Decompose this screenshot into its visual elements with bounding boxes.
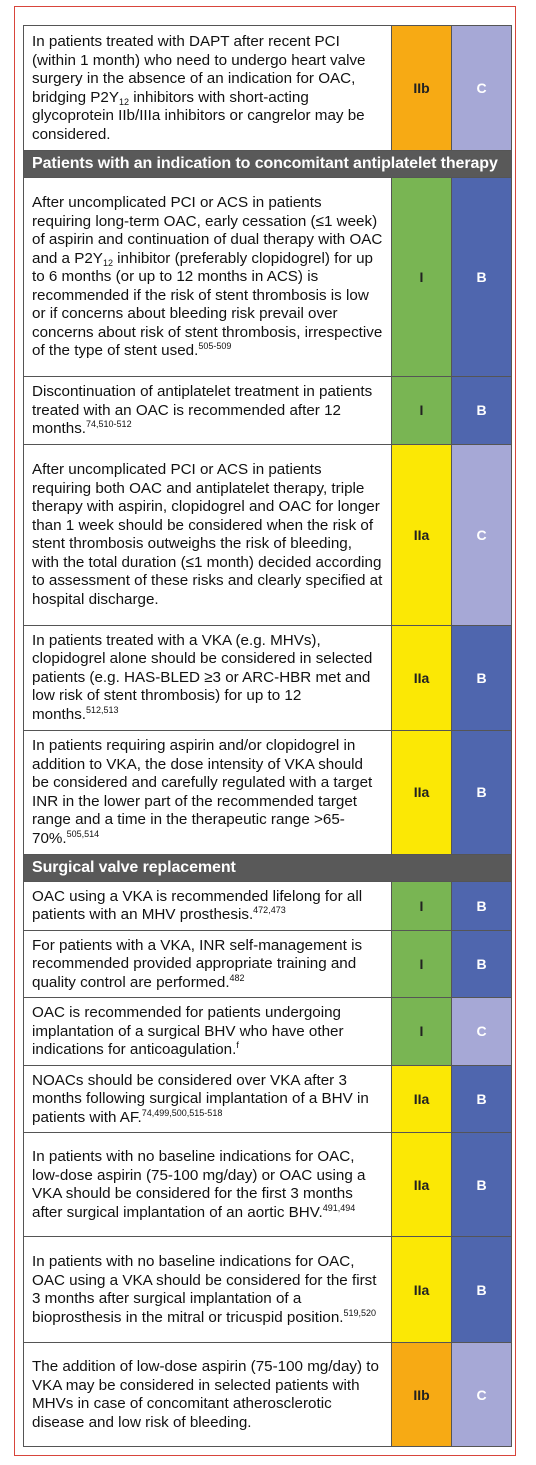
recommendation-text	[24, 1343, 392, 1447]
reference-superscript: 472,473	[253, 904, 286, 915]
level-cell: B	[452, 377, 512, 445]
recommendation-text	[24, 377, 392, 445]
level-cell: C	[452, 1343, 512, 1447]
text-segment: In patients treated with DAPT after recent PCI (within 1 month) who need to undergo heart valve surgery in the absence of an indication for OAC, bridging P2Y	[32, 33, 366, 106]
recommendation-row	[24, 998, 512, 1066]
level-cell: C	[452, 26, 512, 151]
subscript: 12	[118, 96, 129, 107]
class-cell: IIb	[392, 1343, 452, 1447]
level-cell: B	[452, 930, 512, 998]
recommendations-body	[24, 26, 512, 1447]
recommendation-row	[24, 1133, 512, 1237]
recommendation-text	[24, 930, 392, 998]
class-cell: IIa	[392, 1237, 452, 1343]
reference-superscript: 74,510-512	[86, 418, 132, 429]
recommendation-row	[24, 178, 512, 377]
reference-superscript: 482	[229, 972, 245, 983]
text-segment: In patients treated with a VKA (e.g. MHVs), clopidogrel alone should be considered in selected patients (e.g. HAS-BLED ≥3 or ARC-HBR met and low risk of stent thrombosis) for up to 12 months.	[32, 631, 373, 723]
class-cell: I	[392, 377, 452, 445]
text-segment: In patients with no baseline indications for OAC, OAC using a VKA should be considered for the first 3 months after surgical implantation of a bioprosthesis in the mitral or tricuspid position.	[32, 1253, 377, 1326]
class-cell: I	[392, 881, 452, 930]
recommendation-row	[24, 930, 512, 998]
text-segment: OAC is recommended for patients undergoing implantation of a surgical BHV who have other indications for anticoagulation.	[32, 1004, 344, 1058]
section-header-row	[24, 854, 512, 881]
text-segment: In patients with no baseline indications for OAC, low-dose aspirin (75-100 mg/day) or OAC using a VKA should be considered for the first 3 months after surgical implantation of an aortic BHV.	[32, 1148, 366, 1221]
class-cell: IIa	[392, 625, 452, 730]
recommendation-row	[24, 625, 512, 730]
recommendation-row	[24, 444, 512, 625]
text-segment: After uncomplicated PCI or ACS in patients requiring both OAC and antiplatelet therapy, triple therapy with aspirin, clopidogrel and OAC for longer than 1 week should be considered when the risk of stent thrombosis outweighs the risk of bleeding, with the total duration (≤1 month) decided according to assessment of these risks and clearly specified at hospital discharge.	[32, 461, 383, 608]
recommendation-row	[24, 26, 512, 151]
level-cell: B	[452, 1133, 512, 1237]
section-header: Patients with an indication to concomitant antiplatelet therapy	[24, 151, 512, 178]
text-segment: Discontinuation of antiplatelet treatment in patients treated with an OAC is recommended after 12 months.	[32, 383, 373, 437]
level-cell: B	[452, 1237, 512, 1343]
recommendation-row	[24, 1343, 512, 1447]
section-header-row	[24, 151, 512, 178]
level-cell: B	[452, 625, 512, 730]
recommendation-text	[24, 26, 392, 151]
recommendation-row	[24, 730, 512, 854]
reference-superscript: 491,494	[322, 1202, 356, 1213]
text-segment: inhibitors with short-acting glycoprotein IIb/IIIa inhibitors or cangrelor may be considered.	[32, 88, 365, 143]
class-cell: IIa	[392, 730, 452, 854]
class-cell: IIa	[392, 1133, 452, 1237]
text-segment: After uncomplicated PCI or ACS in patients requiring long-term OAC, early cessation (≤1 week) of aspirin and continuation of dual therapy with OAC and a P2Y	[32, 194, 383, 267]
reference-superscript: 505-509	[198, 341, 232, 352]
level-cell: C	[452, 998, 512, 1066]
reference-superscript: f	[236, 1039, 239, 1050]
text-segment: For patients with a VKA, INR self-management is recommended provided appropriate training and quality control are performed.	[32, 936, 363, 991]
recommendation-row	[24, 377, 512, 445]
section-header: Surgical valve replacement	[24, 854, 512, 881]
subscript: 12	[102, 257, 113, 268]
text-segment: In patients requiring aspirin and/or clopidogrel in addition to VKA, the dose intensity of VKA should be considered and carefully regulated with a target INR in the lower part of the recommended target range and a time in the therapeutic range >65-70%.	[32, 737, 373, 847]
recommendations-table	[23, 25, 512, 1447]
reference-superscript: 519,520	[343, 1307, 377, 1318]
text-segment: The addition of low-dose aspirin (75-100 mg/day) to VKA may be considered in selected patients with MHVs in case of concomitant atherosclerotic disease and low risk of bleeding.	[32, 1358, 379, 1431]
level-cell: B	[452, 881, 512, 930]
text-segment: NOACs should be considered over VKA after 3 months following surgical implantation of a BHV in patients with AF.	[32, 1071, 369, 1126]
recommendation-text	[24, 730, 392, 854]
recommendation-text	[24, 1065, 392, 1133]
recommendation-row	[24, 1065, 512, 1133]
text-segment: OAC using a VKA is recommended lifelong for all patients with an MHV prosthesis.	[32, 887, 363, 923]
reference-superscript: 512,513	[86, 704, 119, 715]
recommendation-text	[24, 178, 392, 377]
level-cell: B	[452, 178, 512, 377]
recommendation-row	[24, 1237, 512, 1343]
class-cell: I	[392, 998, 452, 1066]
class-cell: I	[392, 930, 452, 998]
recommendation-text	[24, 998, 392, 1066]
text-segment: inhibitor (preferably clopidogrel) for up to 6 months (or up to 12 months in ACS) is recommended if the risk of stent thrombosis is low or if concerns about bleeding risk prevail over concerns about risk of stent thrombosis, irrespective of the type of stent used.	[32, 249, 383, 360]
recommendation-text	[24, 444, 392, 625]
recommendation-text	[24, 1237, 392, 1343]
recommendation-text	[24, 625, 392, 730]
recommendation-text	[24, 1133, 392, 1237]
reference-superscript: 74,499,500,515-518	[141, 1107, 223, 1118]
class-cell: IIb	[392, 26, 452, 151]
level-cell: C	[452, 444, 512, 625]
reference-superscript: 505,514	[66, 828, 100, 839]
class-cell: I	[392, 178, 452, 377]
level-cell: B	[452, 1065, 512, 1133]
class-cell: IIa	[392, 1065, 452, 1133]
level-cell: B	[452, 730, 512, 854]
recommendation-row	[24, 881, 512, 930]
recommendation-text	[24, 881, 392, 930]
class-cell: IIa	[392, 444, 452, 625]
